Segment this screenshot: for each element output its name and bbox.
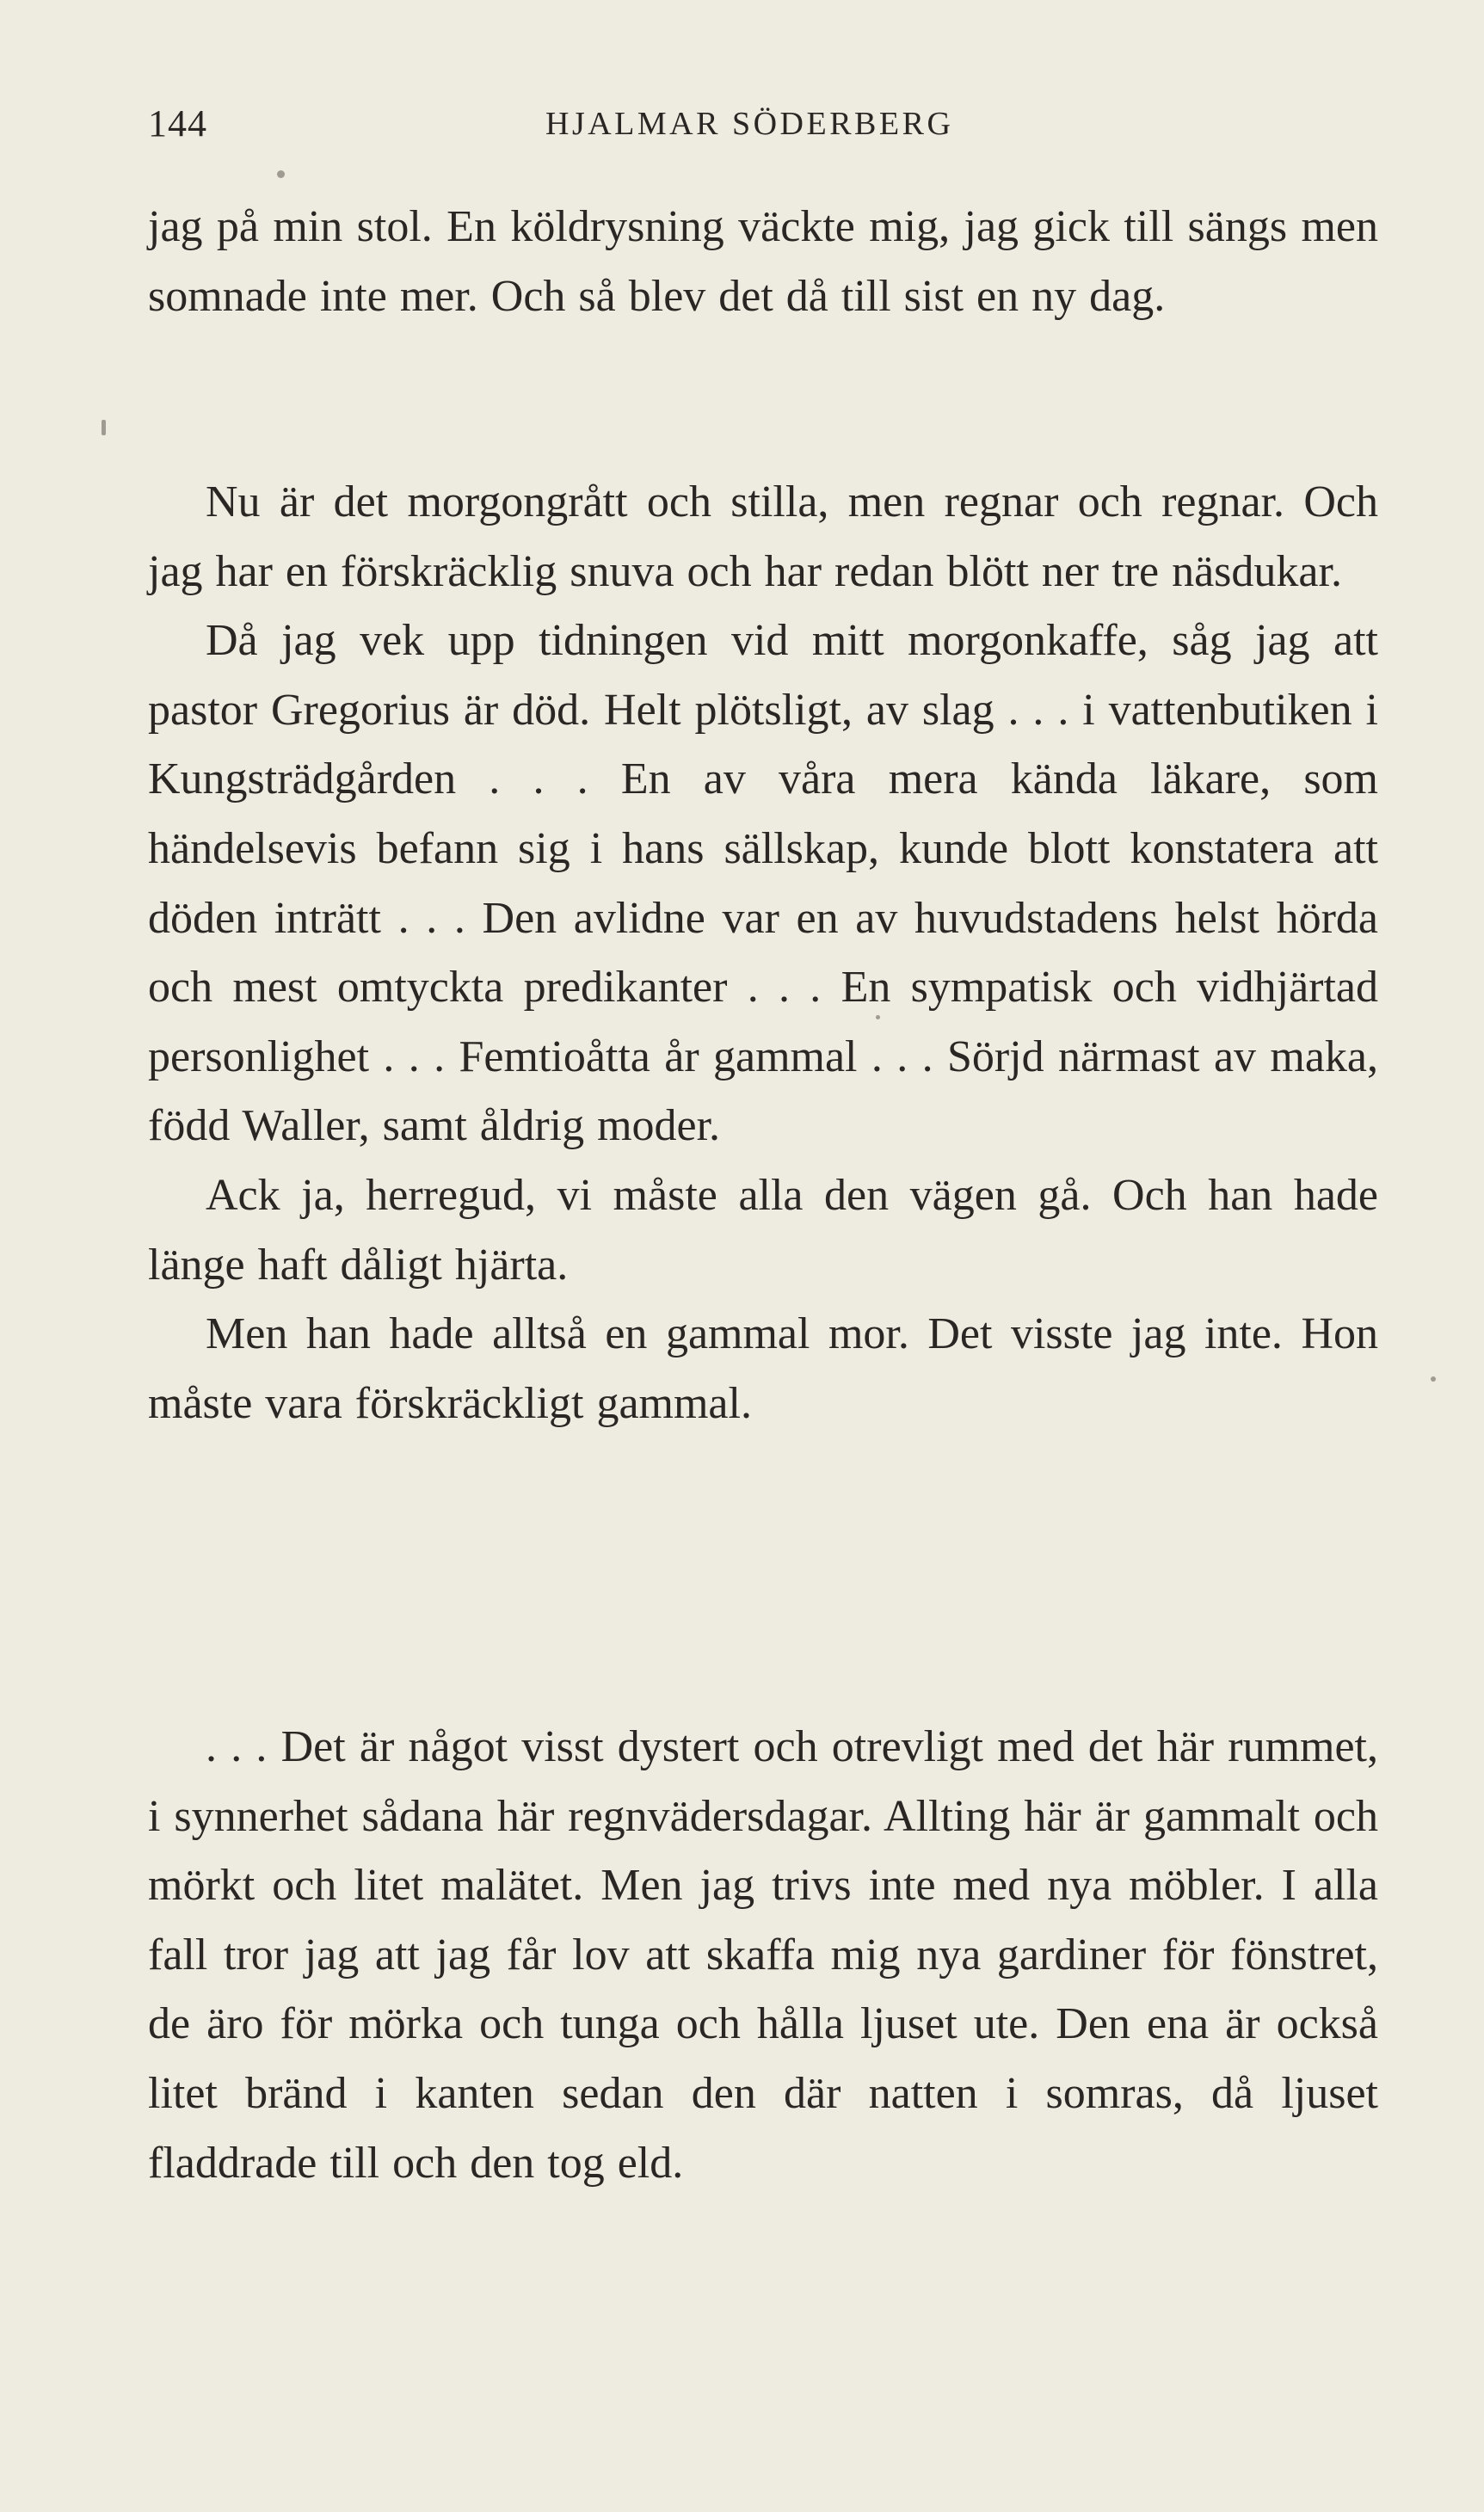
paragraph-6: . . . Det är något visst dystert och otrevligt med det här rummet, i synnerhet sådana här regnvädersdagar. Allting här är gammalt och mörkt och litet malätet. Men jag trivs inte med nya möbler. I alla fall tror jag att jag får lov att skaffa mig nya gardiner för fönstret, de äro för mörka och tunga och hålla ljuset ute. Den ena är också litet bränd i kanten sedan den där natten i somras, då ljuset fladdrade till och den tog eld. bbox=[148, 1722, 1378, 2188]
paragraph-1: jag på min stol. En köldrysning väckte mig, jag gick till sängs men somnade inte mer. Och så blev det då till sist en ny dag. bbox=[148, 202, 1378, 321]
paragraph-3: Då jag vek upp tidningen vid mitt morgonkaffe, såg jag att pastor Gregorius är död. Helt plötsligt, av slag . . . i vattenbutiken i Kungsträdgården . . . En av våra mera kända läkare, som händelsevis befann sig i hans sällskap, kunde blott konstatera att döden inträtt . . . Den avlidne var en av huvudstadens helst hörda och mest omtyckta predikanter . . . En sympatisk och vidhjärtad personlighet . . . Femtioåtta år gammal . . . Sörjd närmast av maka, född Waller, samt åldrig moder. bbox=[148, 616, 1378, 1151]
paper-spot bbox=[102, 420, 106, 435]
paper-spot bbox=[876, 1015, 880, 1019]
text-section-3 bbox=[148, 1713, 1378, 2198]
running-head bbox=[148, 102, 1378, 150]
paragraph-5: Men han hade alltså en gammal mor. Det visste jag inte. Hon måste vara förskräckligt gammal. bbox=[148, 1309, 1378, 1428]
paragraph-4: Ack ja, herregud, vi måste alla den vägen gå. Och han hade länge haft dåligt hjärta. bbox=[148, 1170, 1378, 1290]
running-title: HJALMAR SÖDERBERG bbox=[545, 106, 954, 142]
text-section-1 bbox=[148, 193, 1378, 331]
paper-spot bbox=[1431, 1376, 1436, 1382]
text-section-2 bbox=[148, 468, 1378, 1438]
page-number: 144 bbox=[148, 102, 207, 145]
paper-spot bbox=[277, 170, 285, 178]
paragraph-2: Nu är det morgongrått och stilla, men regnar och regnar. Och jag har en förskräcklig snuva och har redan blött ner tre näsdukar. bbox=[148, 477, 1378, 596]
